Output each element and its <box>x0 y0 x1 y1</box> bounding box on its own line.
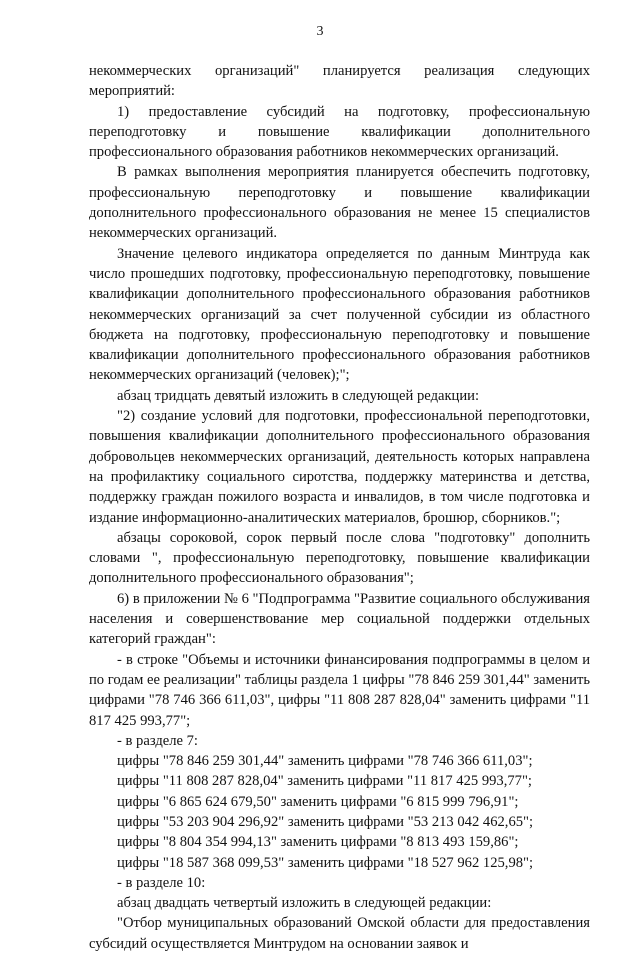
paragraph-p19: "Отбор муниципальных образований Омской области для предоставления субсидий осуществляется Минтрудом на основании заявок и <box>89 915 590 952</box>
paragraph-p15: цифры "8 804 354 994,13" заменить цифрами "8 813 493 159,86"; <box>117 834 519 851</box>
paragraph-p8: 6) в приложении № 6 "Подпрограмма "Развитие социального обслуживания населения и совершенствование мер социальной поддержки отдельных категорий граждан": <box>89 590 590 648</box>
paragraph-p5: абзац тридцать девятый изложить в следующей редакции: <box>117 387 480 404</box>
page-number: 3 <box>316 24 324 39</box>
paragraph-p13: цифры "6 865 624 679,50" заменить цифрами "6 815 999 796,91"; <box>117 793 519 810</box>
paragraph-p2: 1) предоставление субсидий на подготовку, профессиональную переподготовку и повышение квалификации дополнительного профессионального образования работников некоммерческих организаций. <box>89 103 590 161</box>
document-body <box>89 61 590 954</box>
paragraph-p14: цифры "53 203 904 296,92" заменить цифрами "53 213 042 462,65"; <box>117 813 534 830</box>
paragraph-p17: - в разделе 10: <box>117 874 206 891</box>
paragraph-p10: - в разделе 7: <box>117 732 198 749</box>
paragraph-p1: некоммерческих организаций" планируется реализация следующих мероприятий: <box>89 63 590 100</box>
paragraph-p6: "2) создание условий для подготовки, профессиональной переподготовки, повышения квалификации дополнительного профессионального образования добровольцев некоммерческих организаций, деятельность которых направлена на профилактику социального сиротства, поддержку материнства и детства, поддержку граждан пожилого возраста и инвалидов, в том числе подготовка и издание информационно-аналитических материалов, брошюр, сборников."; <box>89 408 590 526</box>
paragraph-p18: абзац двадцать четвертый изложить в следующей редакции: <box>117 895 492 912</box>
paragraph-p16: цифры "18 587 368 099,53" заменить цифрами "18 527 962 125,98"; <box>117 854 534 871</box>
paragraph-p9: - в строке "Объемы и источники финансирования подпрограммы в целом и по годам ее реализации" таблицы раздела 1 цифры "78 846 259 301,44" заменить цифрами "78 746 366 611,03", цифры "11 808 287 828,04" заменить цифрами "11 817 425 993,77"; <box>89 651 591 729</box>
paragraph-p12: цифры "11 808 287 828,04" заменить цифрами "11 817 425 993,77"; <box>117 773 532 790</box>
paragraph-p11: цифры "78 846 259 301,44" заменить цифрами "78 746 366 611,03"; <box>117 753 533 770</box>
paragraph-p4: Значение целевого индикатора определяется по данным Минтруда как число прошедших подготовку, профессиональную переподготовку, повышение квалификации дополнительного профессионального образования работников некоммерческих организаций за счет полученной субсидии из областного бюджета на подготовку, профессиональную переподготовку и повышение квалификации дополнительного профессионального образования работников некоммерческих организаций (человек);"; <box>89 245 590 384</box>
paragraph-p3: В рамках выполнения мероприятия планируется обеспечить подготовку, профессиональную переподготовку и повышение квалификации дополнительного профессионального образования не менее 15 специалистов некоммерческих организаций. <box>89 164 590 242</box>
paragraph-p7: абзацы сороковой, сорок первый после слова "подготовку" дополнить словами ", профессиональную переподготовку, повышение квалификации дополнительного профессионального образования"; <box>89 529 590 587</box>
